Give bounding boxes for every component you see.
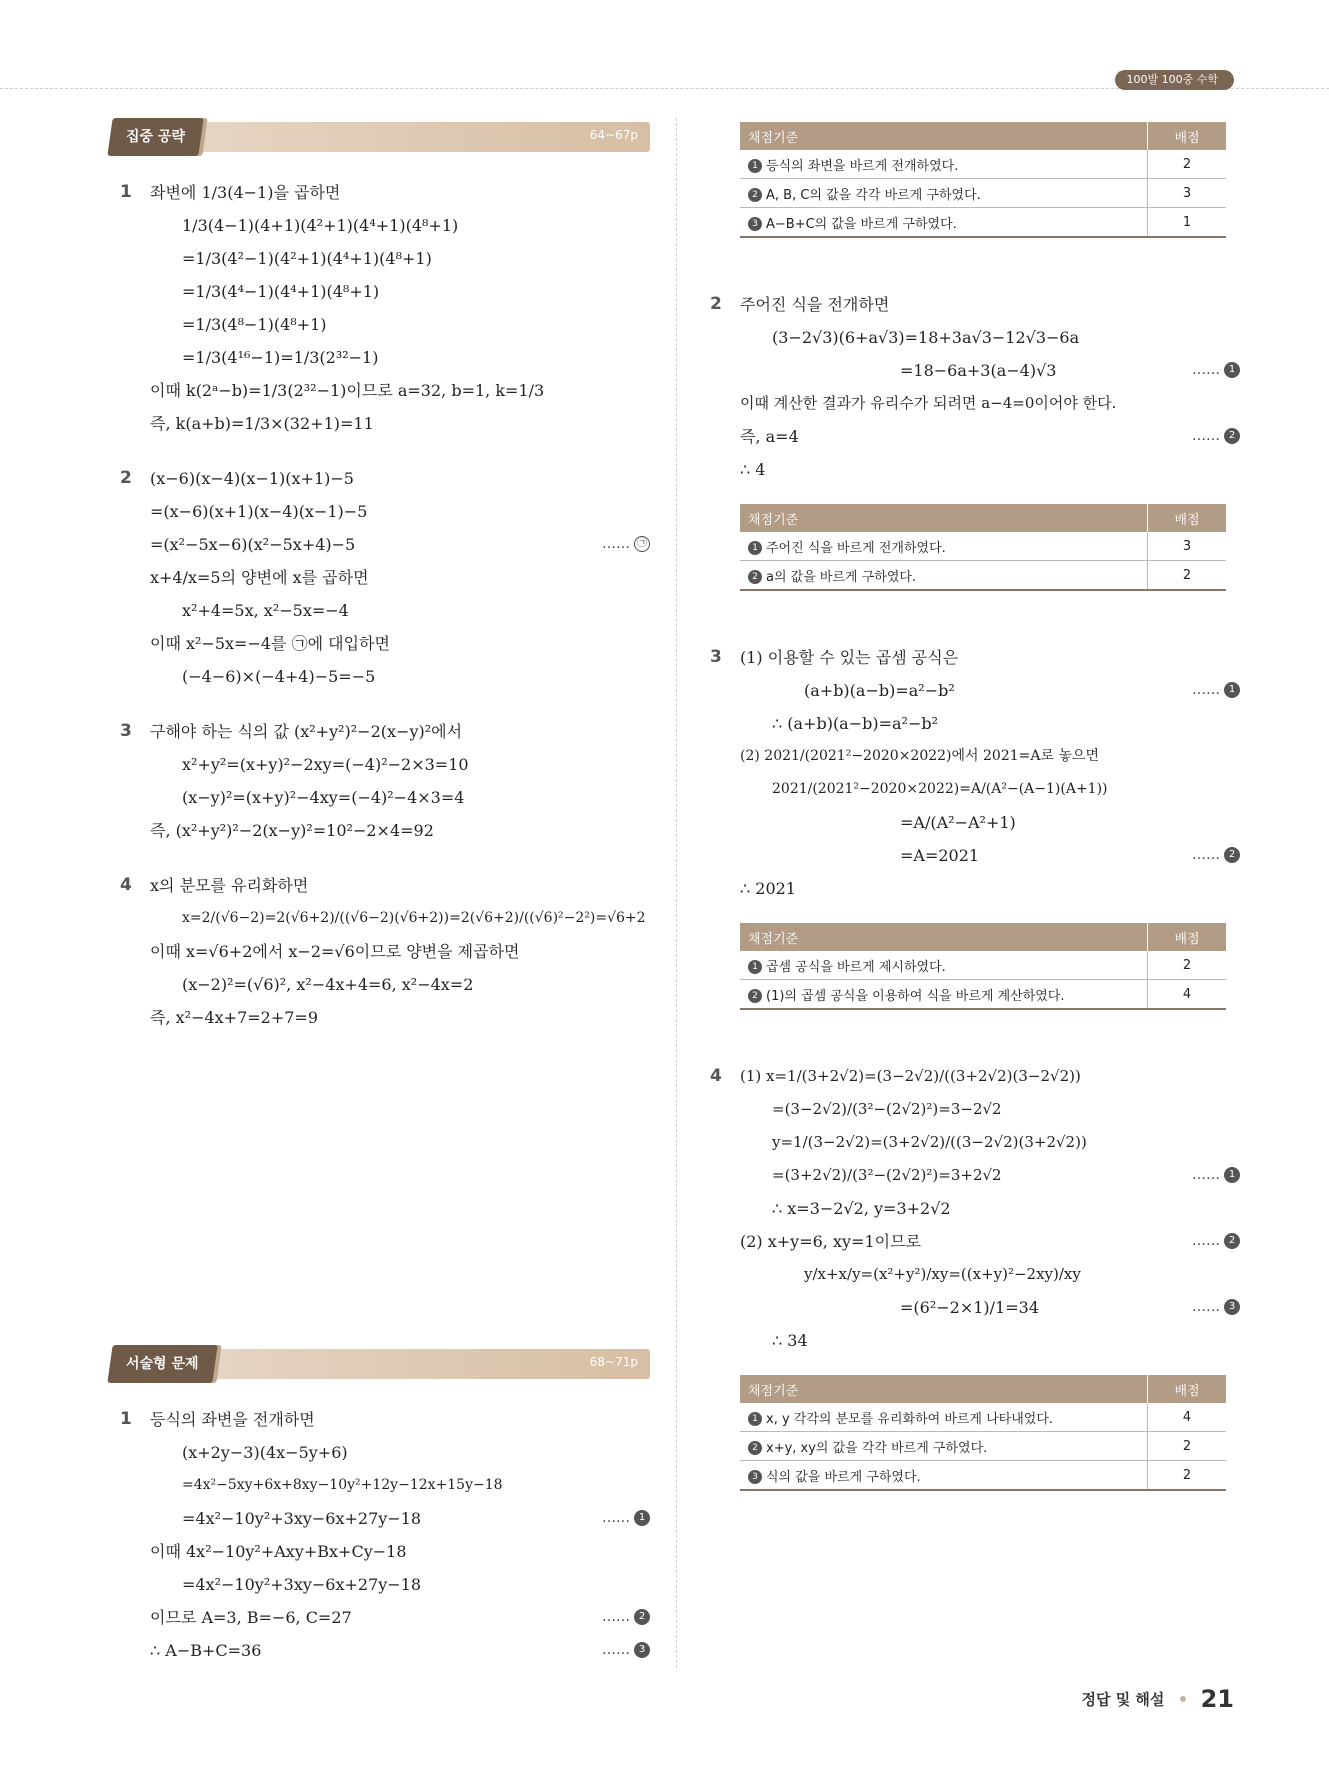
solution-line: (x−y)²=(x+y)²−4xy=(−4)²−4×3=4 [182, 788, 465, 807]
footer-label: 정답 및 해설 [1081, 1690, 1165, 1709]
step-marker: …… 3 [1192, 1291, 1240, 1324]
solution-line: 즉, k(a+b)=1/3×(32+1)=11 [150, 414, 374, 433]
problem-2 [110, 462, 650, 693]
page-footer [1082, 1685, 1235, 1713]
scoring-table-1: 채점기준 배점 1 등식의 좌변을 바르게 전개하였다. 2 2 A, B, C의 값을 각각 바르게 구하였다. 3 3 A−B+C의 값을 바르게 구하였다. 1 [740, 122, 1226, 238]
left-column-bottom [110, 1345, 650, 1685]
solution-line: =(6²−2×1)/1=34 …… 3 [740, 1291, 1240, 1324]
scoring-table-2: 채점기준 배점 1 주어진 식을 바르게 전개하였다. 3 2 a의 값을 바르게 구하였다. 2 [740, 504, 1226, 591]
step-marker: …… 2 [1192, 1225, 1240, 1258]
right-column [700, 118, 1240, 1497]
solution-line: (2) x+y=6, xy=1이므로 …… 2 [740, 1225, 1240, 1258]
step-marker: …… 1 [1192, 354, 1240, 387]
step-marker: …… 1 [602, 1502, 650, 1535]
solution-line: x²+y²=(x+y)²−2xy=(−4)²−2×3=10 [182, 755, 469, 774]
problem-number: 1 [120, 1409, 132, 1429]
page-number: 21 [1200, 1685, 1234, 1713]
solution-line: ∴ x=3−2√2, y=3+2√2 [772, 1199, 951, 1218]
solution-line: 이므로 A=3, B=−6, C=27 …… 2 [150, 1601, 650, 1634]
problem-4 [110, 869, 650, 1034]
step-marker: …… 3 [602, 1634, 650, 1667]
step-marker: …… 1 [1192, 1159, 1240, 1192]
solution-line: 즉, x²−4x+7=2+7=9 [150, 1008, 319, 1027]
problem-number: 1 [120, 182, 132, 202]
problem-number: 3 [710, 647, 722, 667]
solution-line: (2) 2021/(2021²−2020×2022)에서 2021=A로 놓으면 [740, 748, 1100, 764]
section-title: 집중 공략 [126, 129, 185, 145]
solution-line: x=2/(√6−2)=2(√6+2)/((√6−2)(√6+2))=2(√6+2)/((√6)²−2²)=√6+2 [182, 910, 646, 926]
solution-line: =18−6a+3(a−4)√3 …… 1 [740, 354, 1240, 387]
solution-line: 이때 x²−5x=−4를 ㉠에 대입하면 [150, 634, 390, 653]
problem-number: 4 [710, 1066, 722, 1086]
solution-line: 즉, (x²+y²)²−2(x−y)²=10²−2×4=92 [150, 821, 434, 840]
step-marker: …… ㉠ [602, 528, 650, 561]
solution-line: y=1/(3−2√2)=(3+2√2)/((3−2√2)(3+2√2)) [772, 1133, 1087, 1151]
step-marker: …… 2 [1192, 839, 1240, 872]
solution-line: =1/3(4¹⁶−1)=1/3(2³²−1) [182, 348, 379, 367]
solution-line: =(3−2√2)/(3²−(2√2)²)=3−2√2 [772, 1100, 1002, 1118]
solution-line: =(x²−5x−6)(x²−5x+4)−5 …… ㉠ [150, 528, 650, 561]
solution-line: =4x²−10y²+3xy−6x+27y−18 …… 1 [150, 1502, 650, 1535]
solution-line: (x+2y−3)(4x−5y+6) [182, 1443, 348, 1462]
step-marker: …… 2 [1192, 420, 1240, 453]
solution-line: =A=2021 …… 2 [740, 839, 1240, 872]
step-marker: …… 1 [1192, 674, 1240, 707]
essay-problem-1 [110, 1403, 650, 1667]
section-pages: 68~71p [589, 1355, 638, 1369]
solution-line: ∴ 4 [740, 460, 766, 479]
column-divider [676, 118, 677, 1668]
solution-line: =(3+2√2)/(3²−(2√2)²)=3+2√2 …… 1 [740, 1159, 1240, 1192]
solution-line: =1/3(4²−1)(4²+1)(4⁴+1)(4⁸+1) [182, 249, 432, 268]
solution-line: 주어진 식을 전개하면 [740, 295, 890, 314]
solution-line: y/x+x/y=(x²+y²)/xy=((x+y)²−2xy)/xy [804, 1265, 1081, 1283]
solution-line: 이때 x=√6+2에서 x−2=√6이므로 양변을 제곱하면 [150, 942, 520, 961]
solution-line: =1/3(4⁴−1)(4⁴+1)(4⁸+1) [182, 282, 380, 301]
solution-line: (−4−6)×(−4+4)−5=−5 [182, 667, 376, 686]
problem-number: 3 [120, 721, 132, 741]
solution-line: =4x²−5xy+6x+8xy−10y²+12y−12x+15y−18 [182, 1477, 503, 1493]
problem-number: 2 [120, 468, 132, 488]
solution-line: 이때 4x²−10y²+Axy+Bx+Cy−18 [150, 1542, 407, 1561]
scoring-table-3: 채점기준 배점 1 곱셈 공식을 바르게 제시하였다. 2 2 (1)의 곱셈 공식을 이용하여 식을 바르게 계산하였다. 4 [740, 923, 1226, 1010]
section-pages: 64~67p [589, 128, 638, 142]
solution-line: =1/3(4⁸−1)(4⁸+1) [182, 315, 327, 334]
solution-line: ∴ 2021 [740, 879, 796, 898]
solution-line: ∴ (a+b)(a−b)=a²−b² [772, 714, 939, 733]
section-title: 서술형 문제 [126, 1356, 199, 1372]
step-marker: …… 2 [602, 1601, 650, 1634]
solution-line: (1) x=1/(3+2√2)=(3−2√2)/((3+2√2)(3−2√2)) [740, 1067, 1081, 1085]
left-column [110, 118, 650, 1052]
solution-line: x+4/x=5의 양변에 x를 곱하면 [150, 568, 369, 587]
essay-problem-3 [700, 641, 1240, 905]
solution-line: (3−2√3)(6+a√3)=18+3a√3−12√3−6a [772, 328, 1080, 347]
solution-line: =A/(A²−A²+1) [900, 813, 1016, 832]
brand-badge: 100발 100중 수학 [1115, 70, 1235, 90]
footer-dot [1180, 1696, 1186, 1702]
solution-line: =(x−6)(x+1)(x−4)(x−1)−5 [150, 502, 368, 521]
section-header-focus [110, 118, 650, 156]
solution-line: x의 분모를 유리화하면 [150, 876, 309, 895]
solution-line: (a+b)(a−b)=a²−b² …… 1 [740, 674, 1240, 707]
scoring-table-4: 채점기준 배점 1 x, y 각각의 분모를 유리화하여 바르게 나타내었다. 4 2 x+y, xy의 값을 각각 바르게 구하였다. 2 3 식의 값을 바르게 구하였다. 2 [740, 1375, 1226, 1491]
solution-line: 2021/(2021²−2020×2022)=A/(A²−(A−1)(A+1)) [772, 781, 1108, 797]
problem-number: 4 [120, 875, 132, 895]
essay-problem-4 [700, 1060, 1240, 1357]
problem-3 [110, 715, 650, 847]
solution-line: 즉, a=4 …… 2 [740, 420, 1240, 453]
solution-line: ∴ 34 [772, 1331, 808, 1350]
solution-line: 이때 계산한 결과가 유리수가 되려면 a−4=0이어야 한다. [740, 394, 1117, 412]
solution-line: 등식의 좌변을 전개하면 [150, 1410, 315, 1429]
solution-line: 이때 k(2ᵃ−b)=1/3(2³²−1)이므로 a=32, b=1, k=1/3 [150, 381, 545, 400]
solution-line: ∴ A−B+C=36 …… 3 [150, 1634, 650, 1667]
solution-line: (x−6)(x−4)(x−1)(x+1)−5 [150, 469, 354, 488]
solution-line: 1/3(4−1)(4+1)(4²+1)(4⁴+1)(4⁸+1) [182, 216, 459, 235]
solution-line: 좌변에 1/3(4−1)을 곱하면 [150, 183, 341, 202]
solution-line: x²+4=5x, x²−5x=−4 [182, 601, 349, 620]
solution-line: 구해야 하는 식의 값 (x²+y²)²−2(x−y)²에서 [150, 722, 463, 741]
solution-line: (1) 이용할 수 있는 곱셈 공식은 [740, 648, 959, 667]
problem-1 [110, 176, 650, 440]
essay-problem-2 [700, 288, 1240, 486]
problem-number: 2 [710, 294, 722, 314]
solution-line: (x−2)²=(√6)², x²−4x+4=6, x²−4x=2 [182, 975, 474, 994]
section-header-essay [110, 1345, 650, 1383]
solution-line: =4x²−10y²+3xy−6x+27y−18 [182, 1575, 422, 1594]
